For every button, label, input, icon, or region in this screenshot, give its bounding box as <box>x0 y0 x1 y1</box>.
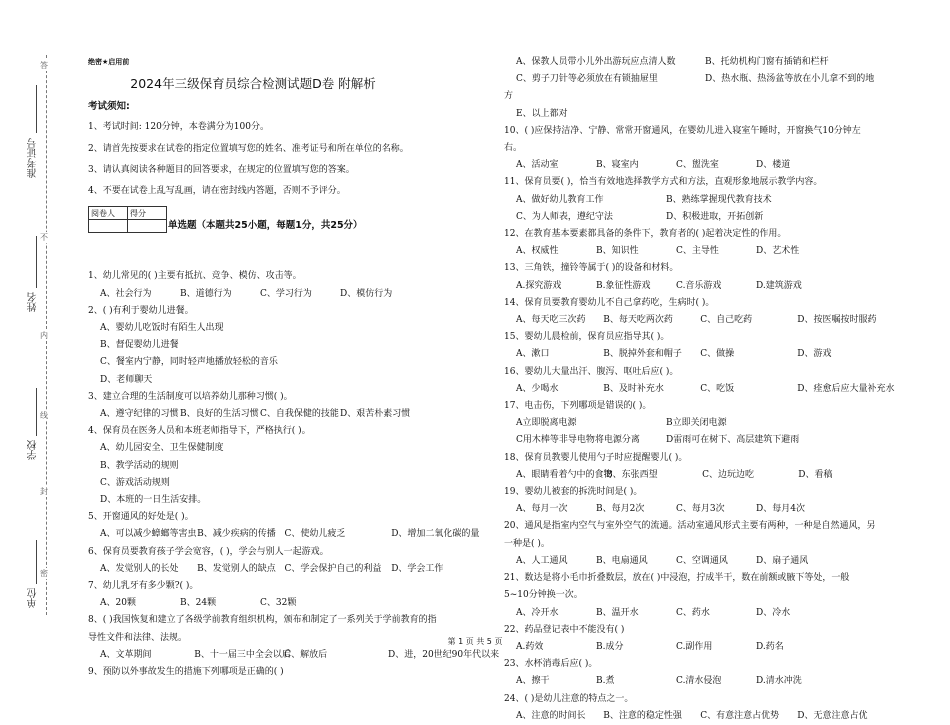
option: C、每月3次 <box>676 504 725 515</box>
question-text: 24、( )是幼儿注意的特点之一。 <box>504 693 634 704</box>
option-row <box>504 346 904 363</box>
question-text: 17、电击伤，下列哪项是错误的( )。 <box>504 401 652 412</box>
option: A、少喝水 <box>516 383 559 394</box>
question-text: 22、药品登记表中不能没有( ) <box>504 624 625 635</box>
option: E、以上都对 <box>516 108 568 119</box>
exam-no-underline <box>36 85 37 133</box>
option: C、药水 <box>676 607 710 618</box>
question-text: 6、保育员要教育孩子学会宽容，( )，学会与别人一起游戏。 <box>88 546 329 557</box>
option-row <box>504 673 904 690</box>
option: A、人工通风 <box>516 555 568 566</box>
school-underline <box>36 388 37 436</box>
option: B、十一届三中全会以后 <box>194 649 291 660</box>
question-text: 19、婴幼儿被套的拆洗时间是( )。 <box>504 487 643 498</box>
question-text: 18、保育员教婴儿使用勺子时应提醒婴儿( )。 <box>504 452 688 463</box>
option: D、游戏 <box>797 349 832 360</box>
question-text: 14、保育员要教育婴幼儿不自己拿药吃，生病时( )。 <box>504 297 715 308</box>
left-question-list <box>88 268 498 681</box>
question-continuation: 右。 <box>504 143 523 154</box>
question-text: 4、保育员在医务人员和本班老师指导下，严格执行( )。 <box>88 426 311 437</box>
left-column <box>88 55 498 681</box>
option: C、自己吃药 <box>700 315 753 326</box>
option-row <box>504 501 904 518</box>
option: C、剪子刀针等必须放在有锁抽屉里 <box>516 74 658 85</box>
option-row <box>504 157 904 174</box>
option-row <box>504 278 904 295</box>
option-row <box>88 406 498 423</box>
option-row <box>504 415 904 432</box>
question-text: 9、预防以外事故发生的措施下列哪项是正确的( ) <box>88 667 284 678</box>
section-title: 单选题（本题共25小题，每题1分，共25分） <box>168 220 363 232</box>
option: D、进，20世纪90年代以来 <box>388 649 500 660</box>
question-text: 21、数达是将小毛巾折叠数层，放在( )中浸泡，拧成半干，数在前额或腋下等处，一般 <box>504 573 850 584</box>
reviewer-cell[interactable] <box>89 220 128 233</box>
option-row <box>504 708 904 725</box>
option: A.探究游戏 <box>516 280 562 291</box>
option: D、冷水 <box>756 607 791 618</box>
question-text: 10、( )应保持洁净、宁静、常常开窗通风，在婴幼儿进入寝室午睡时，开窗换气10分钟左 <box>504 125 861 136</box>
option: A、20颗 <box>100 598 136 609</box>
option: D、扇子通风 <box>756 555 809 566</box>
option: D、热水瓶、热汤盆等放在小儿拿不到的地 <box>705 74 875 85</box>
seal-char: 内 <box>40 331 48 340</box>
option: D、痊愈后应大量补充水 <box>797 383 895 394</box>
option: C、盥洗室 <box>676 160 719 171</box>
notice-item: 1、考试时间: 120分钟，本卷满分为100分。 <box>88 122 269 133</box>
question-text: 7、幼儿乳牙有多少颗?( )。 <box>88 581 199 592</box>
option: C、做操 <box>700 349 735 360</box>
option-row <box>88 526 498 543</box>
option-row <box>88 561 498 578</box>
option: A、发觉别人的长处 <box>100 563 179 574</box>
option-row <box>504 381 904 398</box>
option: A、文革期间 <box>100 649 152 660</box>
option: D、艰苦朴素习惯 <box>340 409 411 420</box>
reviewer-header: 阅卷人 <box>89 207 128 220</box>
option-row <box>504 467 904 484</box>
option: B、24颗 <box>180 598 217 609</box>
option: B、温开水 <box>596 607 639 618</box>
option: C、自我保健的技能 <box>260 409 339 420</box>
option: A、幼儿园安全、卫生保健制度 <box>100 443 224 454</box>
option: D.药名 <box>756 641 784 652</box>
option: D、本班的一日生活安排。 <box>100 495 207 506</box>
option: D、老师聊天 <box>100 374 153 385</box>
question-text: 11、保育员要( )，恰当有效地选择教学方式和方法，直观形象地展示教学内容。 <box>504 177 823 188</box>
notice-title: 考试须知: <box>88 101 130 113</box>
question-text: 2、( )有利于婴幼儿进餐。 <box>88 305 194 316</box>
option: B、注意的稳定性强 <box>603 710 682 721</box>
option: B、寝室内 <box>596 160 639 171</box>
option-row <box>504 605 904 622</box>
option: C、边玩边吃 <box>702 469 755 480</box>
option: B、及时补充水 <box>603 383 664 394</box>
option: A、保教人员带小儿外出游玩应点清人数 <box>516 57 676 67</box>
option: C、学会保护自己的利益 <box>284 563 382 574</box>
question-text: 8、( )我国恢复和建立了各级学前教育组织机构，颁布和制定了一系列关于学前教育的指 <box>88 615 437 626</box>
option: D.建筑游戏 <box>756 280 802 291</box>
question-text: 15、婴幼儿晨检前，保育员应指导其( )。 <box>504 332 670 343</box>
option: D、每月4次 <box>756 504 805 515</box>
option: D、看稿 <box>798 469 833 480</box>
option-row <box>504 553 904 570</box>
option: B、督促婴幼儿进餐 <box>100 340 179 351</box>
score-cell[interactable] <box>128 220 167 233</box>
question-text: 1、幼儿常见的( )主要有抵抗、竞争、模仿、攻击等。 <box>88 271 302 282</box>
option: C用木棒等非导电物将电源分离 <box>516 435 640 446</box>
option: A、冷开水 <box>516 607 559 618</box>
option-row <box>88 286 498 303</box>
option: C、游戏活动规则 <box>100 477 170 488</box>
secret-mark: 绝密★启用前 <box>88 58 130 66</box>
option: B、熟练掌握现代教育技术 <box>666 194 772 205</box>
option: A、漱口 <box>516 349 550 360</box>
binding-margin <box>0 0 62 671</box>
option-row <box>504 432 904 449</box>
seal-char: 封 <box>40 487 48 496</box>
option: D、楼道 <box>756 160 791 171</box>
page-footer: 第 1 页 共 5 页 <box>447 637 503 646</box>
option: B、道德行为 <box>180 288 232 299</box>
option-row <box>504 192 904 209</box>
option: C.副作用 <box>676 641 713 652</box>
option: A、做好幼儿教育工作 <box>516 194 604 205</box>
option: A、注意的时间长 <box>516 710 586 721</box>
page-title: 2024年三级保育员综合检测试题D卷 附解析 <box>130 76 376 91</box>
right-question-list <box>504 54 904 725</box>
option-row <box>88 595 498 612</box>
option: C、使幼儿疲乏 <box>284 529 346 540</box>
option: B.象征性游戏 <box>596 280 651 291</box>
option: B、脱掉外套和帽子 <box>603 349 682 360</box>
question-continuation: 导性文件和法律、法规。 <box>88 632 188 643</box>
question-continuation: 5~10分钟换一次。 <box>504 590 583 601</box>
option: D、艺术性 <box>756 246 800 257</box>
option-row <box>504 312 904 329</box>
option: A、婴幼儿吃饭时有陌生人出现 <box>100 323 224 334</box>
option: C.音乐游戏 <box>676 280 722 291</box>
option: B、东张西望 <box>606 469 658 480</box>
notice-item: 3、请认真阅读各种题目的回答要求，在规定的位置填写您的答案。 <box>88 164 355 175</box>
option: C、为人师表，遵纪守法 <box>516 211 613 222</box>
name-label: 姓名 <box>28 292 39 312</box>
option: A、每月一次 <box>516 504 568 515</box>
score-table <box>88 206 167 233</box>
score-header: 得分 <box>128 207 167 220</box>
option: A、可以减少蟑螂等害虫 <box>100 529 197 540</box>
option: A、遵守纪律的习惯 <box>100 409 179 420</box>
option: B、每月2次 <box>596 504 645 515</box>
option: C、学习行为 <box>260 288 312 299</box>
option-row <box>504 243 904 260</box>
option: D、增加二氧化碳的量 <box>391 529 480 540</box>
option: A、活动室 <box>516 160 559 171</box>
option: B.成分 <box>596 641 624 652</box>
option: B、减少疾病的传播 <box>197 529 276 540</box>
question-text: 23、水杯消毒后应( )。 <box>504 659 598 670</box>
seal-char: 密 <box>40 569 48 578</box>
option-row <box>88 647 498 664</box>
option-row <box>504 54 904 71</box>
option: B、每天吃两次药 <box>603 315 673 326</box>
seal-char: 答 <box>40 61 48 70</box>
notice-item: 2、请首先按要求在试卷的指定位置填写您的姓名、准考证号和所在单位的名称。 <box>88 143 409 154</box>
option: A.药效 <box>516 641 544 652</box>
option: C、空调通风 <box>676 555 728 566</box>
option: B、教学活动的规则 <box>100 460 179 471</box>
option: D雷雨可在树下、高层建筑下避雨 <box>666 435 800 446</box>
option: C、解放后 <box>284 649 328 660</box>
option: D、模仿行为 <box>340 288 393 299</box>
option: D、按医嘱按时服药 <box>797 315 877 326</box>
question-text: 13、三角铁，撞铃等属于( )的设备和材料。 <box>504 263 679 274</box>
school-label: 学校 <box>28 440 39 460</box>
name-underline <box>36 236 37 288</box>
question-text: 16、婴幼儿大量出汗、腹泻、呕吐后应( )。 <box>504 366 679 377</box>
option: B立即关闭电源 <box>666 418 727 429</box>
option: A立即脱离电源 <box>516 418 577 429</box>
option: B、电扇通风 <box>596 555 648 566</box>
option: A、权威性 <box>516 246 559 257</box>
option: C、有意注意占优势 <box>700 710 780 721</box>
option: A、擦干 <box>516 676 550 687</box>
option: A、社会行为 <box>100 288 152 299</box>
exam-no-label: 准考证号 <box>28 138 39 178</box>
option: B、良好的生活习惯 <box>180 409 259 420</box>
option: B、知识性 <box>596 246 639 257</box>
option-row <box>504 209 904 226</box>
option: A、眼睛看着勺中的食物 <box>516 469 613 480</box>
seal-char: 线 <box>40 411 48 420</box>
option: A、每天吃三次药 <box>516 315 586 326</box>
option: B.煮 <box>596 676 615 687</box>
unit-label: 单位 <box>28 588 39 608</box>
question-text: 12、在教育基本要素都具备的条件下，教育者的( )起着决定性的作用。 <box>504 229 787 240</box>
option: B、托幼机构门窗有插销和栏杆 <box>705 57 829 67</box>
option: D、积极进取，开拓创新 <box>666 211 764 222</box>
option: C、主导性 <box>676 246 719 257</box>
option: B、发觉别人的缺点 <box>197 563 276 574</box>
notice-item: 4、不要在试卷上乱写乱画，请在密封线内答题，否则不予评分。 <box>88 186 346 197</box>
unit-underline <box>36 540 37 584</box>
right-column <box>504 54 904 725</box>
question-text: 3、建立合理的生活制度可以培养幼儿那种习惯( )。 <box>88 391 293 402</box>
option: C、吃饭 <box>700 383 735 394</box>
option: D.清水冲洗 <box>756 676 802 687</box>
option: C.清水侵泡 <box>676 676 722 687</box>
option: D、无意注意占优 <box>797 710 868 721</box>
question-continuation: 一种是( )。 <box>504 538 550 549</box>
question-text: 5、开窗通风的好处是( )。 <box>88 512 194 523</box>
option-row <box>504 71 904 88</box>
option: C、32颗 <box>260 598 297 609</box>
seal-char: 不 <box>40 233 48 242</box>
option: C、餐室内宁静，同时轻声地播放轻松的音乐 <box>100 357 278 368</box>
option: D、学会工作 <box>391 563 444 574</box>
question-text: 20、通风是指室内空气与室外空气的流通。活动室通风形式主要有两种，一种是自然通风，另 <box>504 521 876 532</box>
question-continuation: 方 <box>504 91 514 102</box>
